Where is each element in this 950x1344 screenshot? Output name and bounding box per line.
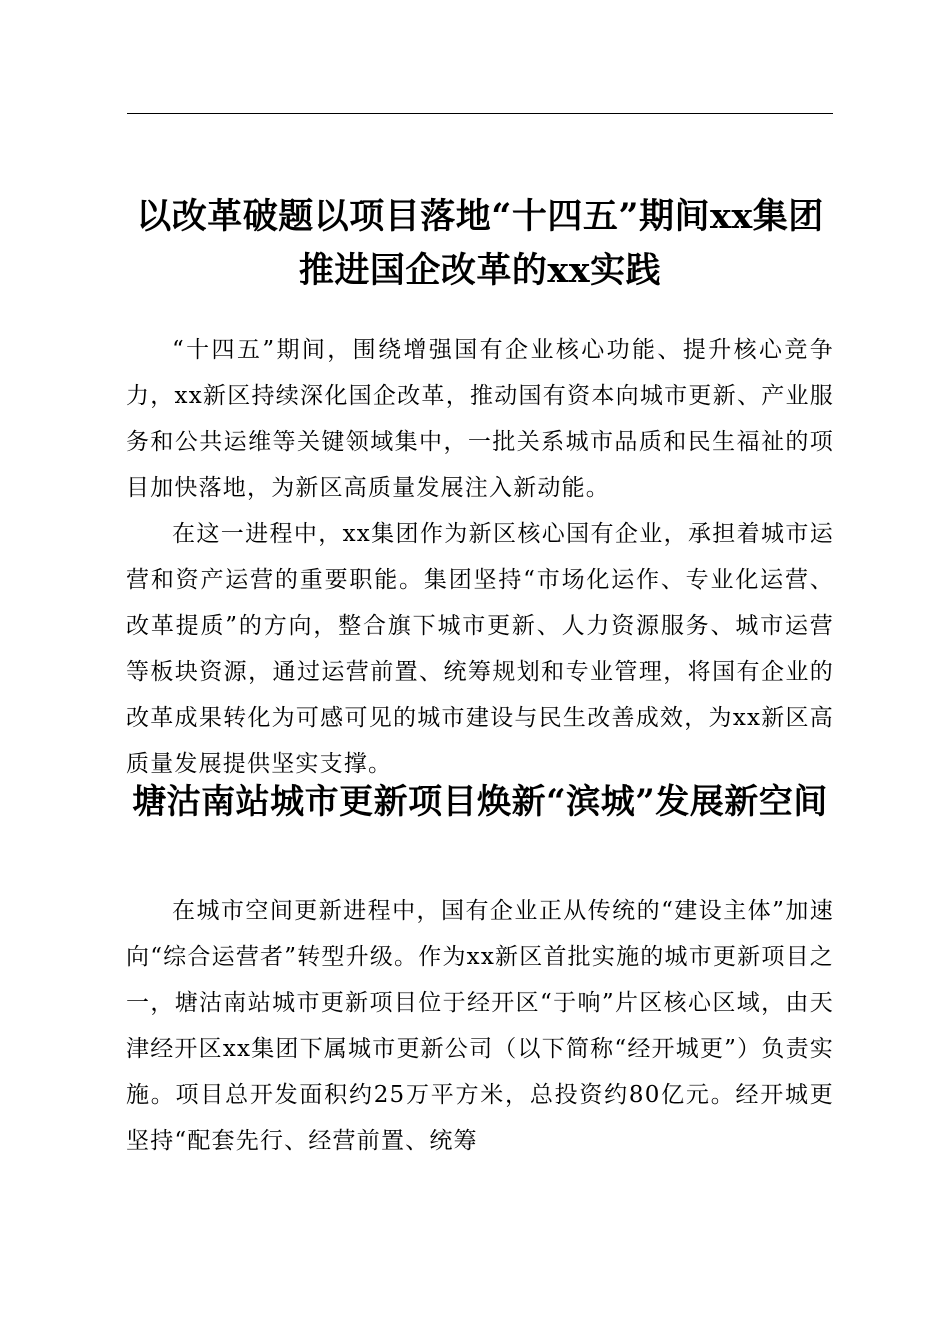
section-heading: 塘沽南站城市更新项目焕新“滨城”发展新空间 [132,782,828,822]
section-body [126,888,834,1164]
intro-paragraph-1: “十四五”期间，围绕增强国有企业核心功能、提升核心竞争力，xx新区持续深化国企改革，推动国有资本向城市更新、产业服务和公共运维等关键领域集中，一批关系城市品质和民生福祉的项目加快落地，为新区高质量发展注入新动能。 [126,337,834,501]
intro-paragraph-2: 在这一进程中，xx集团作为新区核心国有企业，承担着城市运营和资产运营的重要职能。集团坚持“市场化运作、专业化运营、改革提质”的方向，整合旗下城市更新、人力资源服务、城市运营等板块资源，通过运营前置、统筹规划和专业管理，将国有企业的改革成果转化为可感可见的城市建设与民生改善成效，为xx新区高质量发展提供坚实支撑。 [126,521,834,777]
header-rule [127,113,833,114]
intro-section [126,327,834,787]
section-paragraph-1: 在城市空间更新进程中，国有企业正从传统的“建设主体”加速向“综合运营者”转型升级。作为xx新区首批实施的城市更新项目之一，塘沽南站城市更新项目位于经开区“于响”片区核心区域，由天津经开区xx集团下属城市更新公司（以下简称“经开城更”）负责实施。项目总开发面积约25万平方米，总投资约80亿元。经开城更坚持“配套先行、经营前置、统筹 [126,898,834,1154]
document-title: 以改革破题以项目落地“十四五”期间xx集团推进国企改革的xx实践 [136,196,824,291]
section-heading-block [126,776,834,829]
